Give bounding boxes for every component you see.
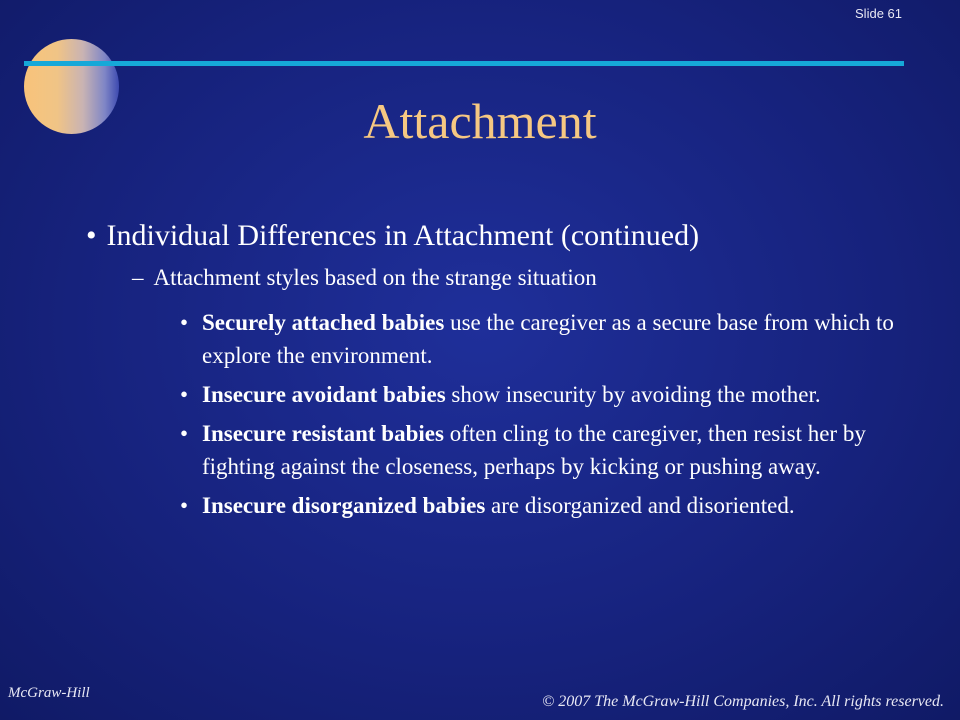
- list-item-resistant: [180, 417, 900, 483]
- term-resistant: Insecure resistant babies: [202, 421, 444, 446]
- list-item-avoidant: [180, 378, 900, 411]
- description-disorganized: are disorganized and disoriented.: [485, 493, 795, 518]
- publisher-label: McGraw-Hill: [8, 685, 90, 701]
- list-item-secure: [180, 306, 900, 372]
- copyright-notice: © 2007 The McGraw-Hill Companies, Inc. All rights reserved.: [542, 693, 944, 710]
- description-avoidant: show insecurity by avoiding the mother.: [445, 382, 821, 407]
- bullet-marker: •: [86, 219, 97, 252]
- description-secure: use the caregiver as a secure base from which to explore the environment.: [202, 310, 894, 368]
- term-avoidant: Insecure avoidant babies: [202, 382, 446, 407]
- term-secure: Securely attached babies: [202, 310, 445, 335]
- bullet-marker: •: [180, 421, 189, 446]
- bullet-level2: [132, 264, 597, 292]
- dash-marker: –: [132, 265, 144, 290]
- bullet-level2-text: Attachment styles based on the strange situation: [153, 265, 597, 290]
- bullet-level1: [86, 219, 699, 254]
- bullet-marker: •: [180, 382, 189, 407]
- slide-number: Slide 61: [855, 6, 902, 21]
- bullet-marker: •: [180, 310, 189, 335]
- term-disorganized: Insecure disorganized babies: [202, 493, 486, 518]
- slide-title: Attachment: [363, 93, 597, 149]
- bullet-marker: •: [180, 493, 189, 518]
- attachment-styles-list: [180, 306, 900, 528]
- bullet-level1-text: Individual Differences in Attachment (continued): [106, 219, 700, 252]
- list-item-disorganized: [180, 489, 900, 522]
- description-resistant: often cling to the caregiver, then resist her by fighting against the closeness, perhaps by kicking or pushing away.: [202, 421, 866, 479]
